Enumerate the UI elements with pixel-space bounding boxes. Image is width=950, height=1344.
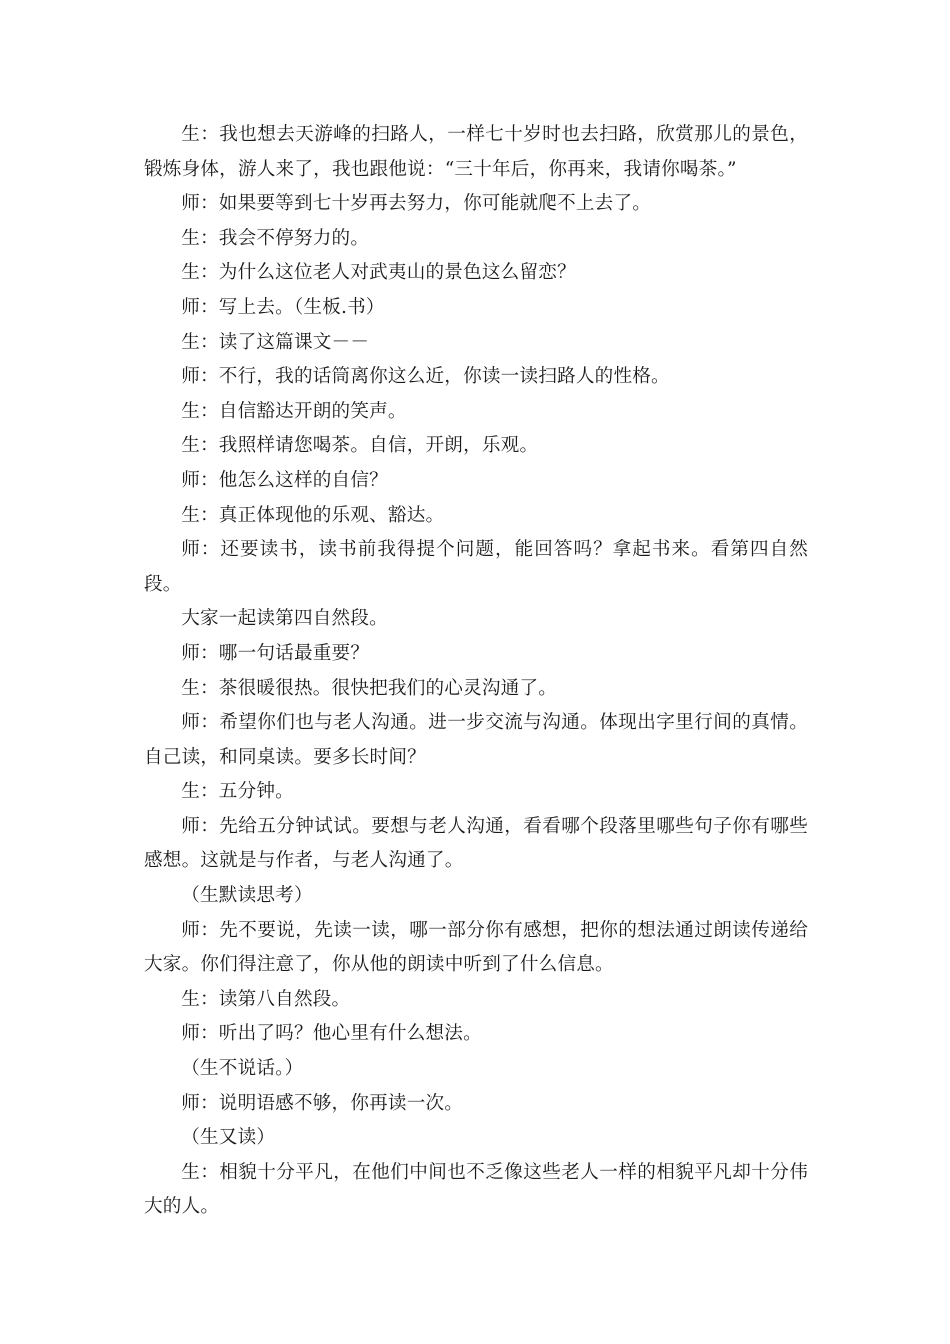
paragraph-5: 师：写上去。（生板.书）: [181, 296, 385, 318]
paragraph-1: 生：我也想去天游峰的扫路人，一样七十岁时也去扫路，欣赏那儿的景色，锻炼身体，游人来了，我也跟他说：“三十年后，你再来，我请你喝茶。”: [144, 124, 808, 180]
paragraph-24: 师：说明语感不够，你再读一次。: [181, 1092, 464, 1114]
paragraph-3: 生：我会不停努力的。: [181, 227, 370, 249]
paragraph-2: 师：如果要等到七十岁再去努力，你可能就爬不上去了。: [181, 193, 652, 215]
paragraph-13: 大家一起读第四自然段。: [181, 608, 388, 630]
paragraph-4: 生：为什么这位老人对武夷山的景色这么留恋？: [181, 262, 576, 284]
paragraph-7: 师：不行，我的话筒离你这么近，你读一读扫路人的性格。: [181, 366, 670, 388]
paragraph-17: 生：五分钟。: [181, 781, 294, 803]
paragraph-6: 生：读了这篇课文－－: [181, 331, 370, 353]
paragraph-15: 生：茶很暖很热。很快把我们的心灵沟通了。: [181, 677, 558, 699]
paragraph-18: 师：先给五分钟试试。要想与老人沟通，看看哪个段落里哪些句子你有哪些感想。这就是与作者，与老人沟通了。: [144, 815, 808, 872]
document-body: [144, 118, 808, 1225]
paragraph-16: 师：希望你们也与老人沟通。进一步交流与沟通。体现出字里行间的真情。自己读，和同桌读。要多长时间？: [144, 712, 808, 768]
paragraph-21: 生：读第八自然段。: [181, 988, 351, 1010]
paragraph-23: （生不说话。）: [181, 1058, 304, 1080]
paragraph-19: （生默读思考）: [181, 885, 313, 907]
paragraph-26: 生：相貌十分平凡，在他们中间也不乏像这些老人一样的相貌平凡却十分伟大的人。: [144, 1161, 808, 1218]
paragraph-14: 师：哪一句话最重要？: [181, 642, 370, 664]
paragraph-25: （生又读）: [181, 1127, 276, 1149]
paragraph-20: 师：先不要说，先读一读，哪一部分你有感想，把你的想法通过朗读传递给大家。你们得注意了，你从他的朗读中听到了什么信息。: [144, 919, 808, 976]
paragraph-11: 生：真正体现他的乐观、豁达。: [181, 504, 445, 526]
paragraph-22: 师：听出了吗？他心里有什么想法。: [181, 1023, 482, 1045]
paragraph-12: 师：还要读书，读书前我得提个问题，能回答吗？拿起书来。看第四自然段。: [144, 539, 808, 595]
paragraph-9: 生：我照样请您喝茶。自信，开朗，乐观。: [181, 435, 539, 457]
paragraph-10: 师：他怎么这样的自信？: [181, 469, 388, 491]
paragraph-8: 生：自信豁达开朗的笑声。: [181, 400, 407, 422]
